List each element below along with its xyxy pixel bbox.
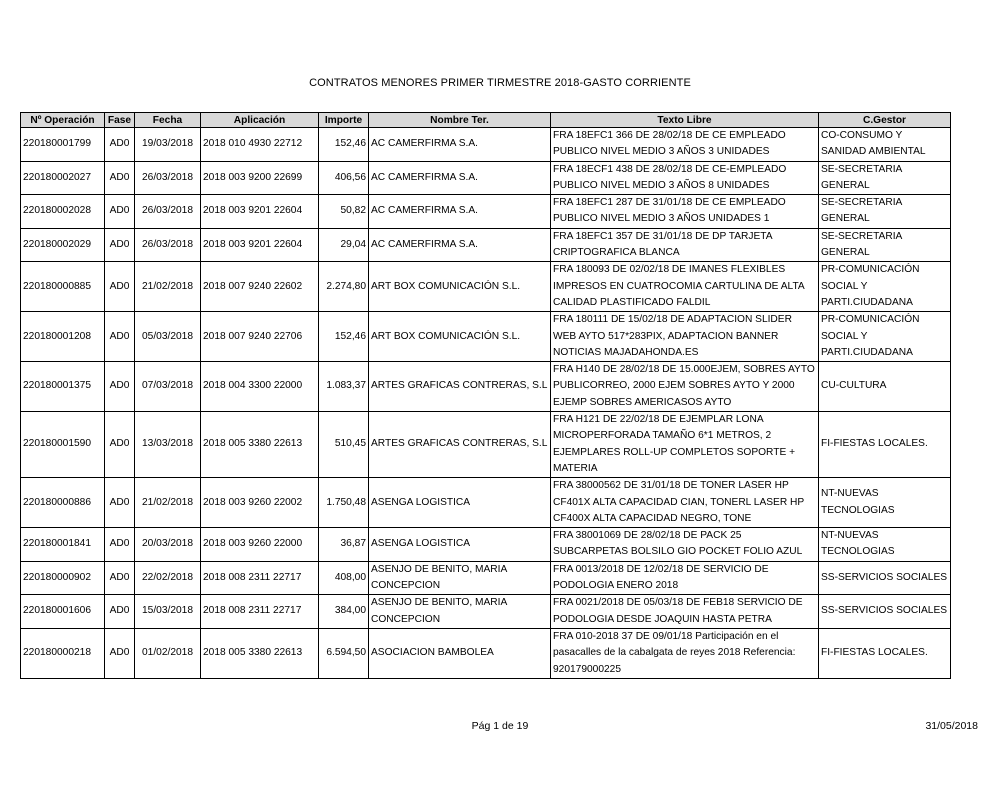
cell-gestor: SE-SECRETARIA GENERAL [819,228,951,262]
cell-nombre: AC CAMERFIRMA S.A. [369,128,551,162]
cell-nombre: ARTES GRAFICAS CONTRERAS, S.L [369,412,551,478]
cell-operacion: 220180000886 [21,478,105,528]
table-row [21,561,951,595]
cell-fase: AD0 [105,262,135,312]
cell-gestor: CO-CONSUMO Y SANIDAD AMBIENTAL [819,128,951,162]
table-row [21,128,951,162]
cell-importe: 29,04 [319,228,369,262]
cell-texto: FRA 38001069 DE 28/02/18 DE PACK 25 SUBCARPETAS BOLSILO GIO POCKET FOLIO AZUL [551,528,819,562]
cell-gestor: FI-FIESTAS LOCALES. [819,412,951,478]
cell-aplicacion: 2018 003 9200 22699 [201,161,319,195]
col-header-gestor: C.Gestor [819,113,951,128]
cell-fase: AD0 [105,312,135,362]
contracts-table [20,112,951,679]
cell-nombre: ASENJO DE BENITO, MARIA CONCEPCION [369,561,551,595]
cell-texto: FRA 18ECF1 438 DE 28/02/18 DE CE-EMPLEADO PUBLICO NIVEL MEDIO 3 AÑOS 8 UNIDADES [551,161,819,195]
cell-fecha: 26/03/2018 [135,228,201,262]
col-header-texto: Texto Libre [551,113,819,128]
cell-fase: AD0 [105,628,135,678]
cell-texto: FRA 18EFC1 287 DE 31/01/18 DE CE EMPLEADO PUBLICO NIVEL MEDIO 3 AÑOS UNIDADES 1 [551,195,819,229]
table-row [21,595,951,629]
cell-aplicacion: 2018 007 9240 22602 [201,262,319,312]
cell-fecha: 22/02/2018 [135,561,201,595]
cell-gestor: NT-NUEVAS TECNOLOGIAS [819,528,951,562]
cell-operacion: 220180000885 [21,262,105,312]
page-number: Pág 1 de 19 [471,720,529,732]
cell-aplicacion: 2018 003 9260 22000 [201,528,319,562]
cell-importe: 1.083,37 [319,362,369,412]
cell-texto: FRA 180111 DE 15/02/18 DE ADAPTACION SLIDER WEB AYTO 517*283PIX, ADAPTACION BANNER NOTICIAS MAJADAHONDA.ES [551,312,819,362]
cell-fecha: 21/02/2018 [135,262,201,312]
cell-texto: FRA 180093 DE 02/02/18 DE IMANES FLEXIBLES IMPRESOS EN CUATROCOMIA CARTULINA DE ALTA CALIDAD PLASTIFICADO FALDIL [551,262,819,312]
cell-aplicacion: 2018 003 9201 22604 [201,195,319,229]
cell-fase: AD0 [105,128,135,162]
cell-importe: 152,46 [319,312,369,362]
cell-fase: AD0 [105,595,135,629]
cell-fecha: 21/02/2018 [135,478,201,528]
cell-operacion: 220180001799 [21,128,105,162]
col-header-fecha: Fecha [135,113,201,128]
cell-fecha: 01/02/2018 [135,628,201,678]
table-row [21,161,951,195]
table-row [21,228,951,262]
cell-operacion: 220180000218 [21,628,105,678]
table-row [21,362,951,412]
table-header-row [21,113,951,128]
cell-aplicacion: 2018 003 9201 22604 [201,228,319,262]
col-header-fase: Fase [105,113,135,128]
cell-aplicacion: 2018 005 3380 22613 [201,412,319,478]
col-header-operacion: Nº Operación [21,113,105,128]
col-header-aplicacion: Aplicación [201,113,319,128]
cell-gestor: SS-SERVICIOS SOCIALES [819,561,951,595]
cell-importe: 1.750,48 [319,478,369,528]
cell-gestor: NT-NUEVAS TECNOLOGIAS [819,478,951,528]
cell-gestor: SS-SERVICIOS SOCIALES [819,595,951,629]
report-date: 31/05/2018 [925,720,978,732]
cell-fase: AD0 [105,528,135,562]
cell-aplicacion: 2018 003 9260 22002 [201,478,319,528]
cell-gestor: SE-SECRETARIA GENERAL [819,195,951,229]
cell-fecha: 26/03/2018 [135,195,201,229]
cell-nombre: ART BOX COMUNICACIÓN S.L. [369,312,551,362]
cell-importe: 36,87 [319,528,369,562]
cell-importe: 384,00 [319,595,369,629]
cell-nombre: ASENGA LOGISTICA [369,478,551,528]
cell-importe: 406,56 [319,161,369,195]
cell-texto: FRA 0013/2018 DE 12/02/18 DE SERVICIO DE PODOLOGIA ENERO 2018 [551,561,819,595]
cell-nombre: AC CAMERFIRMA S.A. [369,161,551,195]
cell-aplicacion: 2018 008 2311 22717 [201,595,319,629]
cell-importe: 408,00 [319,561,369,595]
cell-fase: AD0 [105,161,135,195]
table-row [21,528,951,562]
cell-operacion: 220180001841 [21,528,105,562]
cell-texto: FRA 18EFC1 366 DE 28/02/18 DE CE EMPLEADO PUBLICO NIVEL MEDIO 3 AÑOS 3 UNIDADES [551,128,819,162]
cell-gestor: PR-COMUNICACIÓN SOCIAL Y PARTI.CIUDADANA [819,312,951,362]
cell-fecha: 13/03/2018 [135,412,201,478]
table-row [21,195,951,229]
cell-texto: FRA H121 DE 22/02/18 DE EJEMPLAR LONA MICROPERFORADA TAMAÑO 6*1 METROS, 2 EJEMPLARES ROLL-UP COMPLETOS SOPORTE + MATERIA [551,412,819,478]
cell-importe: 50,82 [319,195,369,229]
cell-texto: FRA 0021/2018 DE 05/03/18 DE FEB18 SERVICIO DE PODOLOGIA DESDE JOAQUIN HASTA PETRA [551,595,819,629]
cell-operacion: 220180002028 [21,195,105,229]
cell-fase: AD0 [105,362,135,412]
cell-texto: FRA H140 DE 28/02/18 DE 15.000EJEM, SOBRES AYTO PUBLICORREO, 2000 EJEM SOBRES AYTO Y 2000 EJEMP SOBRES AMERICASOS AYTO [551,362,819,412]
cell-importe: 2.274,80 [319,262,369,312]
cell-fecha: 15/03/2018 [135,595,201,629]
cell-fecha: 26/03/2018 [135,161,201,195]
table-row [21,628,951,678]
cell-fase: AD0 [105,228,135,262]
cell-fase: AD0 [105,412,135,478]
cell-nombre: ART BOX COMUNICACIÓN S.L. [369,262,551,312]
cell-aplicacion: 2018 008 2311 22717 [201,561,319,595]
cell-texto: FRA 010-2018 37 DE 09/01/18 Participación en el pasacalles de la cabalgata de reyes 2018 Referencia: 920179000225 [551,628,819,678]
cell-operacion: 220180001606 [21,595,105,629]
cell-nombre: ASENJO DE BENITO, MARIA CONCEPCION [369,595,551,629]
cell-importe: 152,46 [319,128,369,162]
cell-importe: 6.594,50 [319,628,369,678]
cell-operacion: 220180001375 [21,362,105,412]
cell-fecha: 20/03/2018 [135,528,201,562]
table-row [21,312,951,362]
cell-aplicacion: 2018 004 3300 22000 [201,362,319,412]
document-title: CONTRATOS MENORES PRIMER TIRMESTRE 2018-GASTO CORRIENTE [309,77,691,89]
table-row [21,412,951,478]
cell-aplicacion: 2018 007 9240 22706 [201,312,319,362]
cell-nombre: ASOCIACION BAMBOLEA [369,628,551,678]
cell-fase: AD0 [105,478,135,528]
cell-operacion: 220180001208 [21,312,105,362]
cell-gestor: CU-CULTURA [819,362,951,412]
cell-fecha: 19/03/2018 [135,128,201,162]
cell-aplicacion: 2018 005 3380 22613 [201,628,319,678]
cell-importe: 510,45 [319,412,369,478]
table-row [21,262,951,312]
col-header-importe: Importe [319,113,369,128]
cell-fecha: 05/03/2018 [135,312,201,362]
cell-fecha: 07/03/2018 [135,362,201,412]
cell-gestor: PR-COMUNICACIÓN SOCIAL Y PARTI.CIUDADANA [819,262,951,312]
cell-nombre: ASENGA LOGISTICA [369,528,551,562]
cell-fase: AD0 [105,561,135,595]
cell-nombre: ARTES GRAFICAS CONTRERAS, S.L [369,362,551,412]
table-row [21,478,951,528]
cell-aplicacion: 2018 010 4930 22712 [201,128,319,162]
cell-nombre: AC CAMERFIRMA S.A. [369,228,551,262]
cell-texto: FRA 18EFC1 357 DE 31/01/18 DE DP TARJETA CRIPTOGRAFICA BLANCA [551,228,819,262]
cell-operacion: 220180001590 [21,412,105,478]
cell-nombre: AC CAMERFIRMA S.A. [369,195,551,229]
cell-texto: FRA 38000562 DE 31/01/18 DE TONER LASER HP CF401X ALTA CAPACIDAD CIAN, TONERL LASER HP CF400X ALTA CAPACIDAD NEGRO, TONE [551,478,819,528]
cell-fase: AD0 [105,195,135,229]
col-header-nombre: Nombre Ter. [369,113,551,128]
cell-operacion: 220180000902 [21,561,105,595]
cell-gestor: SE-SECRETARIA GENERAL [819,161,951,195]
cell-operacion: 220180002027 [21,161,105,195]
cell-operacion: 220180002029 [21,228,105,262]
cell-gestor: FI-FIESTAS LOCALES. [819,628,951,678]
